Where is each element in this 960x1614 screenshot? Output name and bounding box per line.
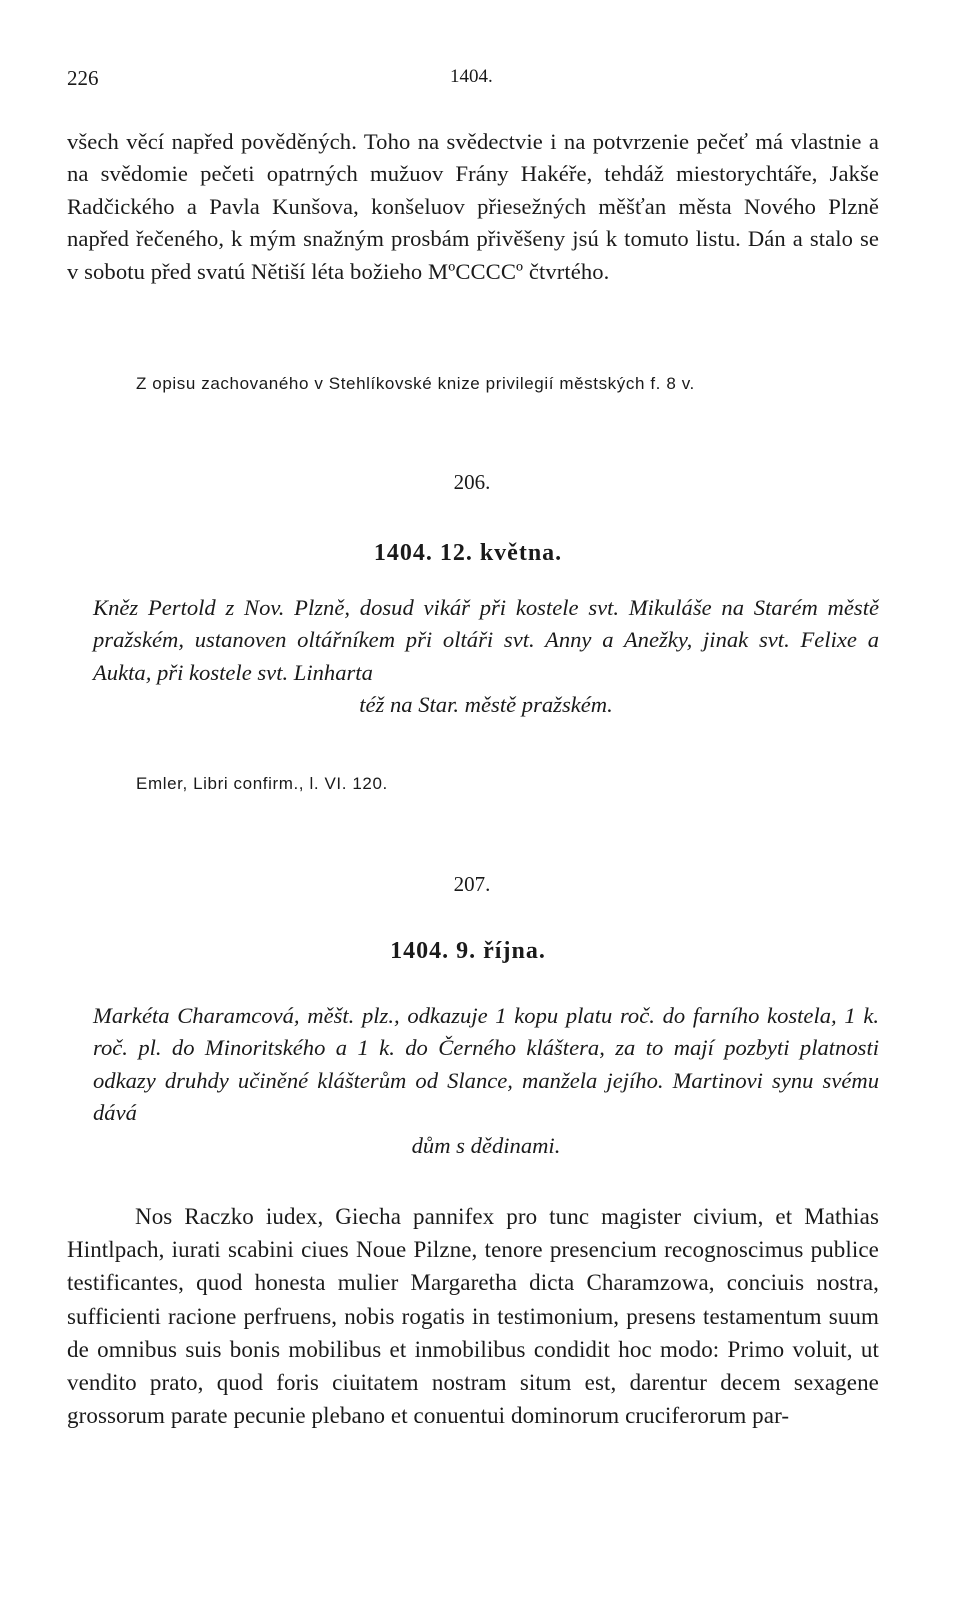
page-header xyxy=(67,66,877,96)
regest-207-text: Markéta Charamcová, měšt. plz., odkazuje 1 kopu platu roč. do farního kostela, 1 k. roč. pl. do Minoritského a 1 k. do Černého kláštera, za to mají pozbyti platnosti odkazy druhdy učiněné klášterům od Slance, manžela jejího. Martinovi synu svému dává xyxy=(93,1003,879,1126)
entry-number-206: 206. xyxy=(453,470,491,494)
regest-206-last-line: též na Star. městě pražském. xyxy=(359,692,613,718)
intro-paragraph: všech věcí napřed pověděných. Toho na svědectvie i na potvrzenie pečeť má vlastnie a na svědomie pečeti opatrných mužuov Frány Hakéře, tehdáž miestorychtáře, Jakše Radčického a Pavla Kunšova, konšeluov přiesežných měšťan města Nového Plzně napřed řečeného, k mým snažným prosbám přivěšeny jsú k tomuto listu. Dán a stalo se v sobotu před svatú Nětiší léta božieho MºCCCCº čtvrtého. xyxy=(67,129,879,284)
source-note-206: Emler, Libri confirm., l. VI. 120. xyxy=(136,774,388,793)
regest-207 xyxy=(93,1000,879,1162)
running-head: 1404. xyxy=(450,66,493,87)
regest-206-text: Kněz Pertold z Nov. Plzně, dosud vikář při kostele svt. Mikuláše na Starém městě pražském, ustanoven oltářníkem při oltáři svt. Anny a Anežky, jinak svt. Felixe a Aukta, při kostele svt. Linharta xyxy=(93,595,879,685)
latin-text-paragraph: Nos Raczko iudex, Giecha pannifex pro tunc magister civium, et Mathias Hintlpach, iurati scabini ciues Noue Pilzne, tenore presencium recognoscimus publice testificantes, quod honesta mulier Margaretha dicta Charamzowa, conciuis nostra, sufficienti racione perfruens, nobis rogatis in testimonium, presens testamentum suum de omnibus suis bonis mobilibus et inmobilibus condidit hoc modo: Primo voluit, ut vendito prato, quod foris ciuitatem nostram situm est, darentur decem sexagene grossorum parate pecunie plebano et conuentui dominorum cruciferorum par- xyxy=(67,1204,879,1429)
entry-date-207: 1404. 9. října. xyxy=(390,938,546,964)
regest-207-last-line: dům s dědinami. xyxy=(411,1132,561,1158)
regest-206 xyxy=(93,592,879,722)
page-number: 226 xyxy=(67,66,99,90)
entry-number-207: 207. xyxy=(453,872,491,896)
source-note: Z opisu zachovaného v Stehlíkovské knize privilegií městských f. 8 v. xyxy=(136,374,695,393)
entry-date-206: 1404. 12. května. xyxy=(373,540,563,566)
